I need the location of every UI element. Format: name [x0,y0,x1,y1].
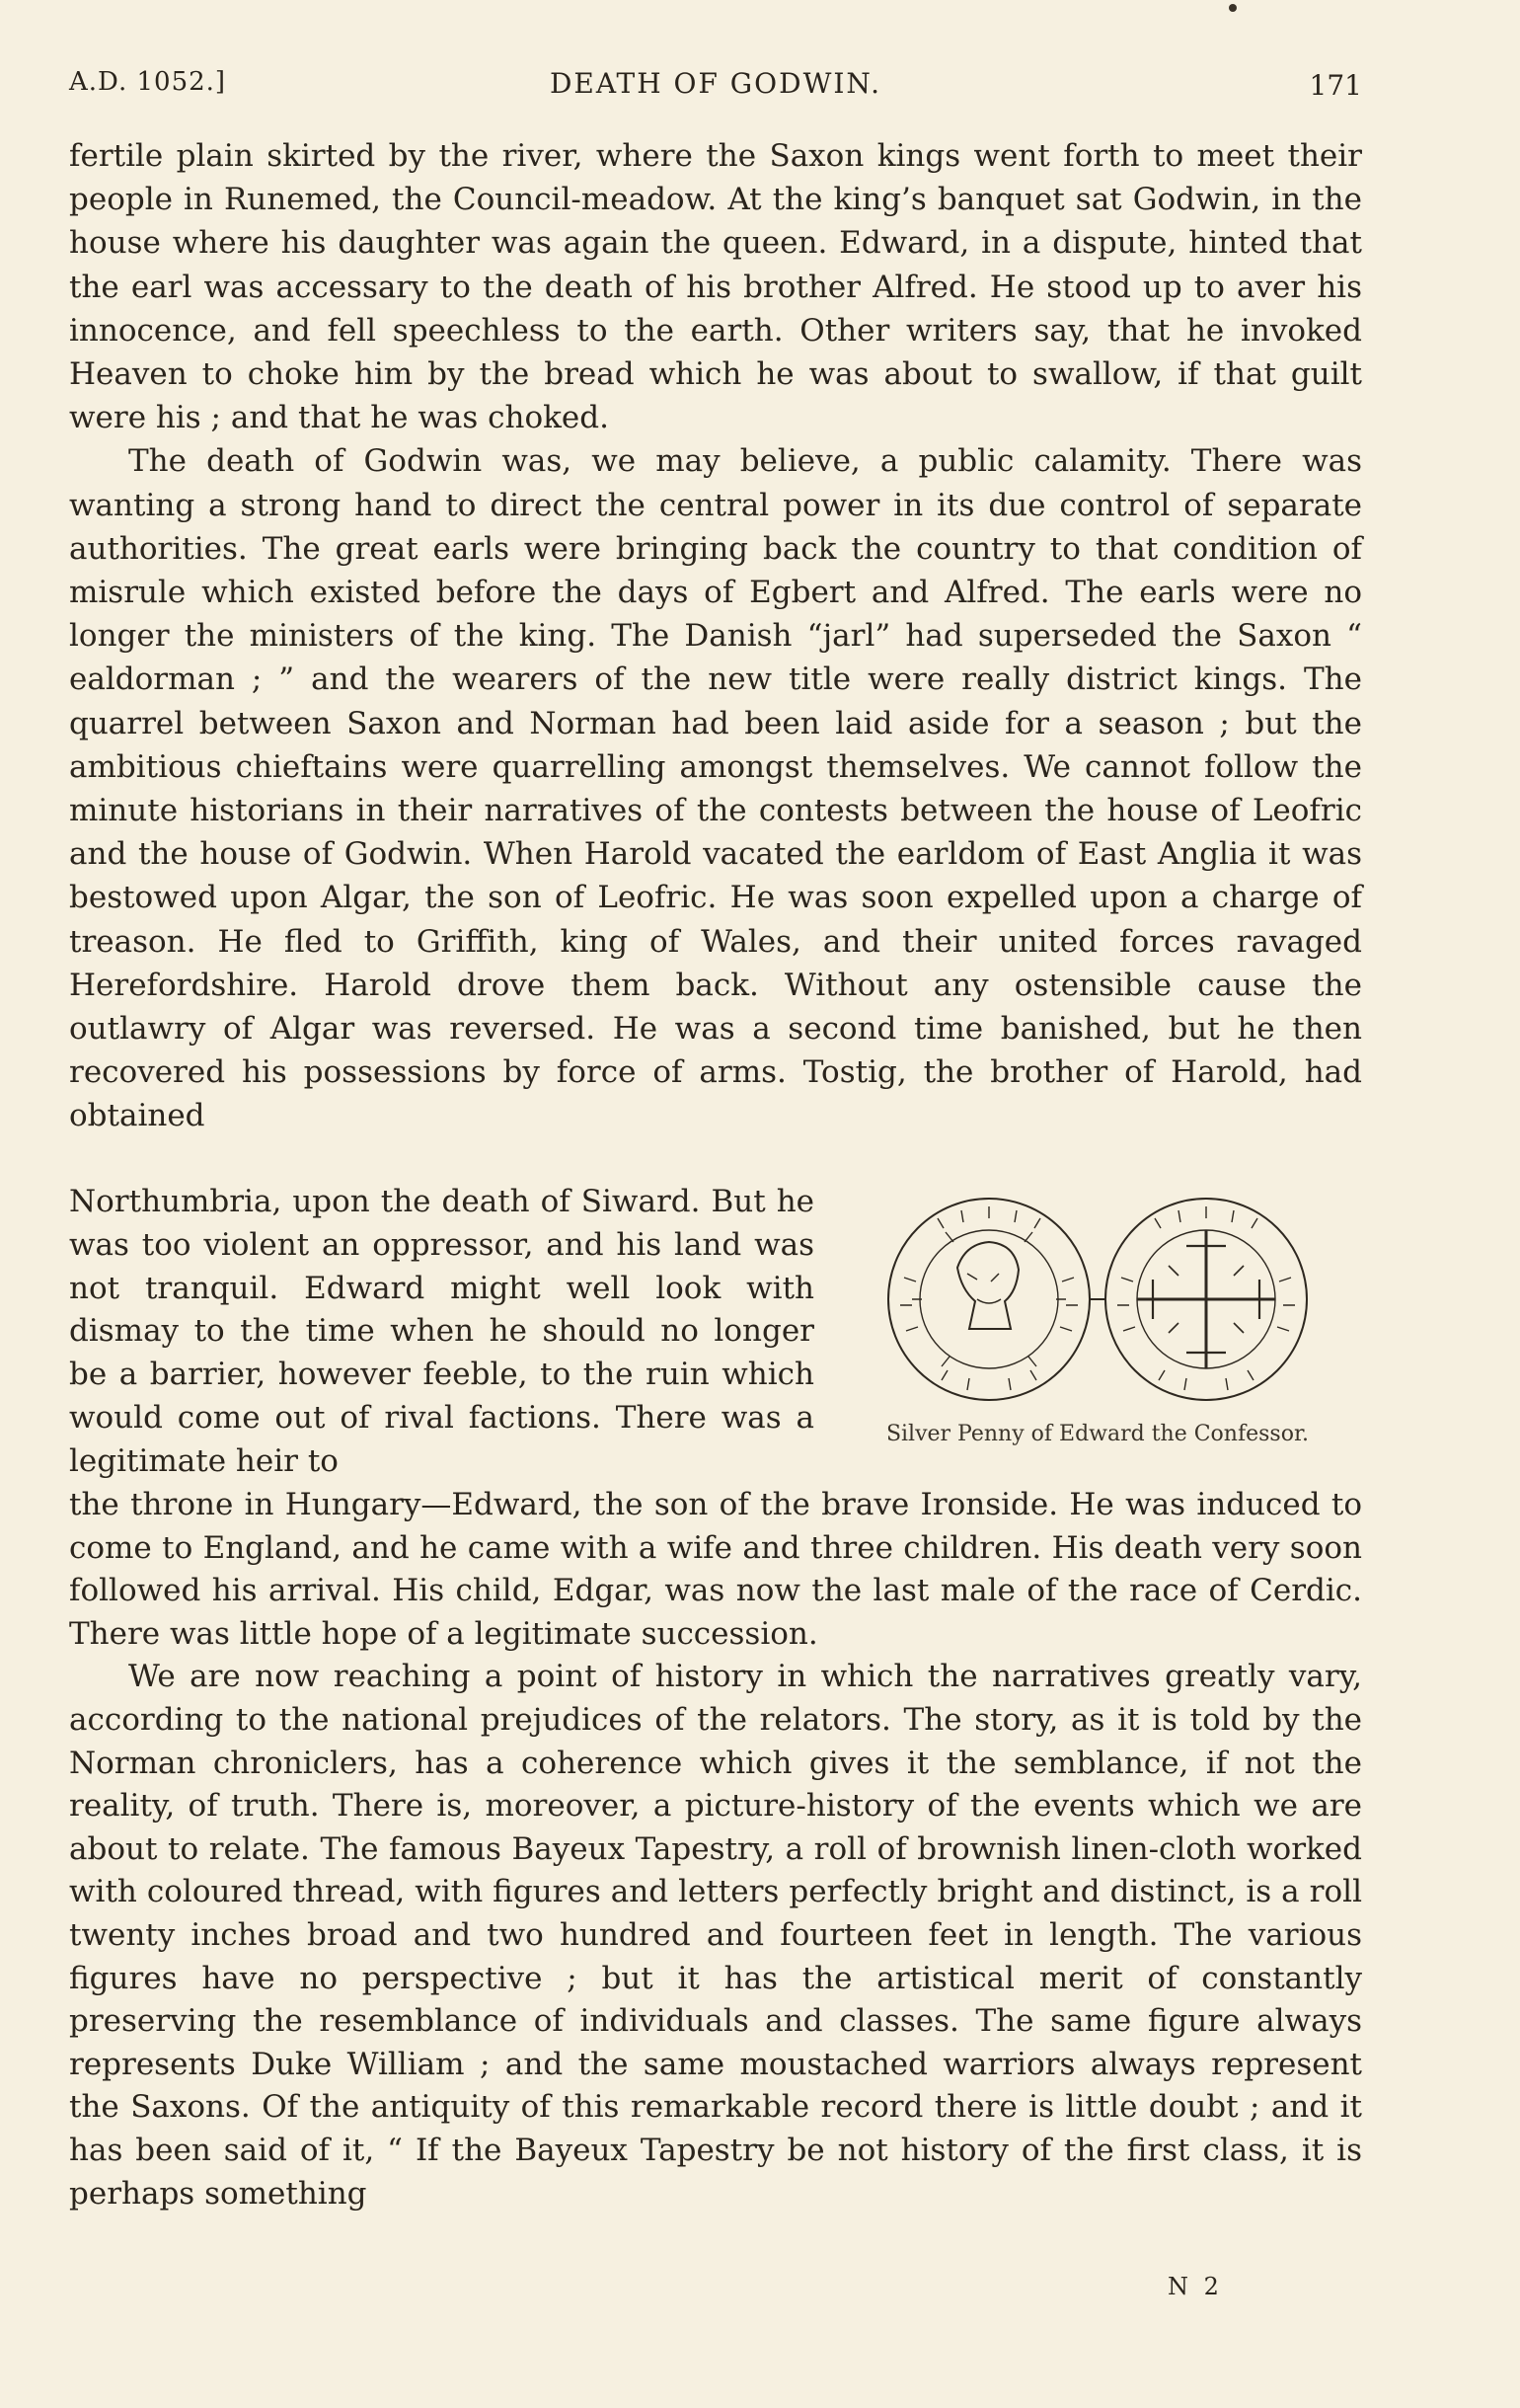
text-block-beside-figure [69,1181,814,1484]
silver-penny-illustration [851,1183,1344,1420]
coin-obverse-bust [957,1242,1019,1329]
page-number: 171 [1309,69,1362,102]
text-block-bottom [69,1484,1362,2215]
header-date: A.D. 1052.] [69,67,227,97]
signature-mark: N 2 [1168,2273,1223,2300]
coin-obverse-inner-ring [920,1230,1058,1368]
coin-reverse-cross [1137,1230,1275,1368]
text-block-top [69,134,1362,1138]
paragraph-edward-heir: the throne in Hungary—Edward, the son of the brave Ironside. He was induced to come to England, and he came with a wife and three children. His death very soon followed his arrival. His child, Edgar, was now the last male of the race of Cerdic. There was little hope of a legitimate succession. [69,1487,1362,1652]
running-header [69,61,1362,111]
ink-dot [1229,4,1237,12]
paragraph-bayeux-tapestry: We are now reaching a point of history in which the narratives greatly vary, according to the national prejudices of the relators. The story, as it is told by the Norman chroniclers, has a coherence which gives it the semblance, if not the reality, of truth. There is, moreover, a picture-history of the events which we are about to relate. The famous Bayeux Tapestry, a roll of brownish linen-cloth worked with coloured thread, with figures and letters perfectly bright and distinct, is a roll twenty inches broad and two hundred and fourteen feet in length. The various figures have no perspective ; but it has the artistical merit of constantly preserving the resemblance of individuals and classes. The same figure always represents Duke William ; and the same moustached warriors always represent the Saxons. Of the antiquity of this remarkable record there is little doubt ; and it has been said of it, “ If the Bayeux Tapestry be not history of the first class, it is perhaps something [69,1659,1362,2212]
figure-caption: Silver Penny of Edward the Confessor. [885,1422,1310,1446]
coin-figure [851,1183,1344,1459]
header-title: DEATH OF GODWIN. [549,67,882,100]
paragraph-death-of-godwin: The death of Godwin was, we may believe, a public calamity. There was wanting a strong hand to direct the central power in its due control of separate authorities. The great earls were bringing back the country to that condition of misrule which existed before the days of Egbert and Alfred. The earls were no longer the ministers of the king. The Danish “jarl” had superseded the Saxon “ ealdorman ; ” and the wearers of the new title were really district kings. The quarrel between Saxon and Norman had been laid aside for a season ; but the ambitious chieftains were quarrelling amongst themselves. We cannot follow the minute historians in their narratives of the contests between the house of Leofric and the house of Godwin. When Harold vacated the earldom of East Anglia it was bestowed upon Algar, the son of Leofric. He was soon expelled upon a charge of treason. He fled to Griffith, king of Wales, and their united forces ravaged Herefordshire. Harold drove them back. Without any ostensible cause the outlawry of Algar was reversed. He was a second time banished, but he then recovered his possessions by force of arms. Tostig, the brother of Harold, had obtained [69,443,1362,1134]
paragraph-northumbria: Northumbria, upon the death of Siward. But he was too violent an oppressor, and his land was not tranquil. Edward might well look with dismay to the time when he should no longer be a barrier, however feeble, to the ruin which would come out of rival factions. There was a legitimate heir to [69,1184,814,1479]
paragraph-godwin-banquet: fertile plain skirted by the river, where the Saxon kings went forth to meet their people in Runemed, the Council-meadow. At the king’s banquet sat Godwin, in the house where his daughter was again the queen. Edward, in a dispute, hinted that the earl was accessary to the death of his brother Alfred. He stood up to aver his innocence, and fell speechless to the earth. Other writers say, that he invoked Heaven to choke him by the bread which he was about to swallow, if that guilt were his ; and that he was choked. [69,138,1362,436]
